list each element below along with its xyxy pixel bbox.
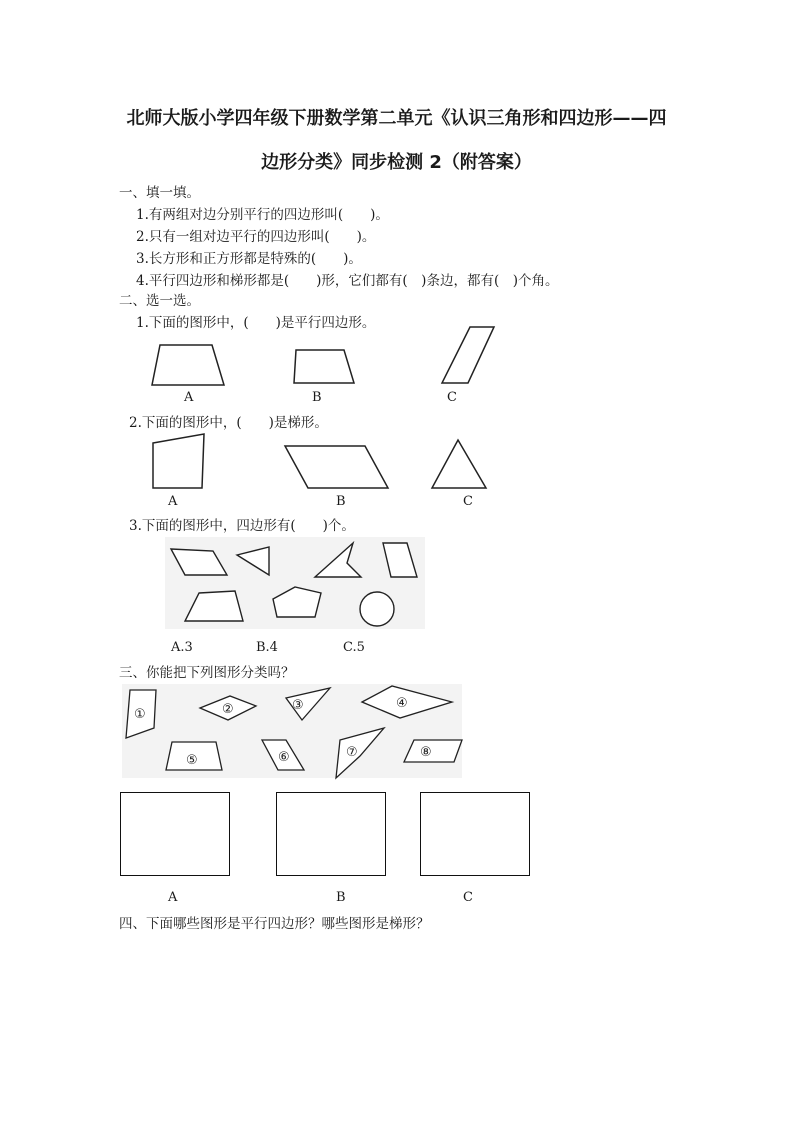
s1-question-3: 3.长方形和正方形都是特殊的( )。 — [136, 251, 362, 267]
circle-shape — [360, 592, 394, 626]
s2-q3-option-b: B.4 — [256, 640, 278, 655]
s1-question-1: 1.有两组对边分别平行的四边形叫( )。 — [136, 207, 389, 223]
classification-box-c[interactable] — [420, 792, 530, 876]
s2-q2-figures — [140, 428, 500, 493]
s2-q2-label-b: B — [336, 494, 346, 509]
s1-question-2: 2.只有一组对边平行的四边形叫( )。 — [136, 229, 376, 245]
parallelogram-shape — [442, 327, 494, 383]
shape-label-1: ① — [134, 707, 146, 722]
shape-label-7: ⑦ — [346, 745, 358, 760]
classification-box-a[interactable] — [120, 792, 230, 876]
s2-q1-figures — [140, 325, 520, 395]
section1-heading: 一、填一填。 — [119, 185, 200, 201]
shape-8 — [404, 740, 462, 762]
classification-box-b[interactable] — [276, 792, 386, 876]
box-label-a: A — [168, 890, 178, 905]
s2-question-3: 3.下面的图形中，四边形有( )个。 — [129, 518, 355, 534]
s2-question-1: 1.下面的图形中，( )是平行四边形。 — [136, 315, 376, 331]
shape-label-4: ④ — [396, 696, 408, 711]
section2-heading: 二、选一选。 — [119, 293, 200, 309]
trapezoid-shape — [152, 345, 224, 385]
s3-figures — [122, 684, 462, 778]
shape-label-6: ⑥ — [278, 750, 290, 765]
s2-q2-label-c: C — [463, 494, 473, 509]
title-line-2: 边形分类》同步检测 2（附答案） — [261, 152, 532, 173]
s2-q3-option-a: A.3 — [171, 640, 193, 655]
s2-q1-label-a: A — [184, 390, 194, 405]
s2-q1-label-c: C — [447, 390, 457, 405]
triangle-shape — [432, 440, 486, 488]
shape-label-2: ② — [222, 702, 234, 717]
trapezoid-shape — [153, 434, 204, 488]
title-line-1: 北师大版小学四年级下册数学第二单元《认识三角形和四边形——四 — [126, 108, 667, 129]
section3-heading: 三、你能把下列图形分类吗？ — [119, 665, 295, 681]
parallelogram-shape — [285, 446, 388, 488]
section4-heading: 四、下面哪些图形是平行四边形？哪些图形是梯形？ — [119, 916, 430, 932]
s2-q3-figures — [165, 537, 425, 629]
box-label-c: C — [463, 890, 473, 905]
box-label-b: B — [336, 890, 346, 905]
s2-q1-label-b: B — [312, 390, 322, 405]
shape-label-3: ③ — [292, 698, 304, 713]
s2-question-2: 2.下面的图形中，( )是梯形。 — [129, 415, 328, 431]
s2-q2-label-a: A — [168, 494, 178, 509]
s1-question-4: 4.平行四边形和梯形都是( )形，它们都有( )条边，都有( )个角。 — [136, 273, 559, 289]
shape-label-8: ⑧ — [420, 745, 432, 760]
s2-q3-option-c: C.5 — [343, 640, 365, 655]
quadrilateral-shape — [294, 350, 354, 383]
shape-label-5: ⑤ — [186, 753, 198, 768]
